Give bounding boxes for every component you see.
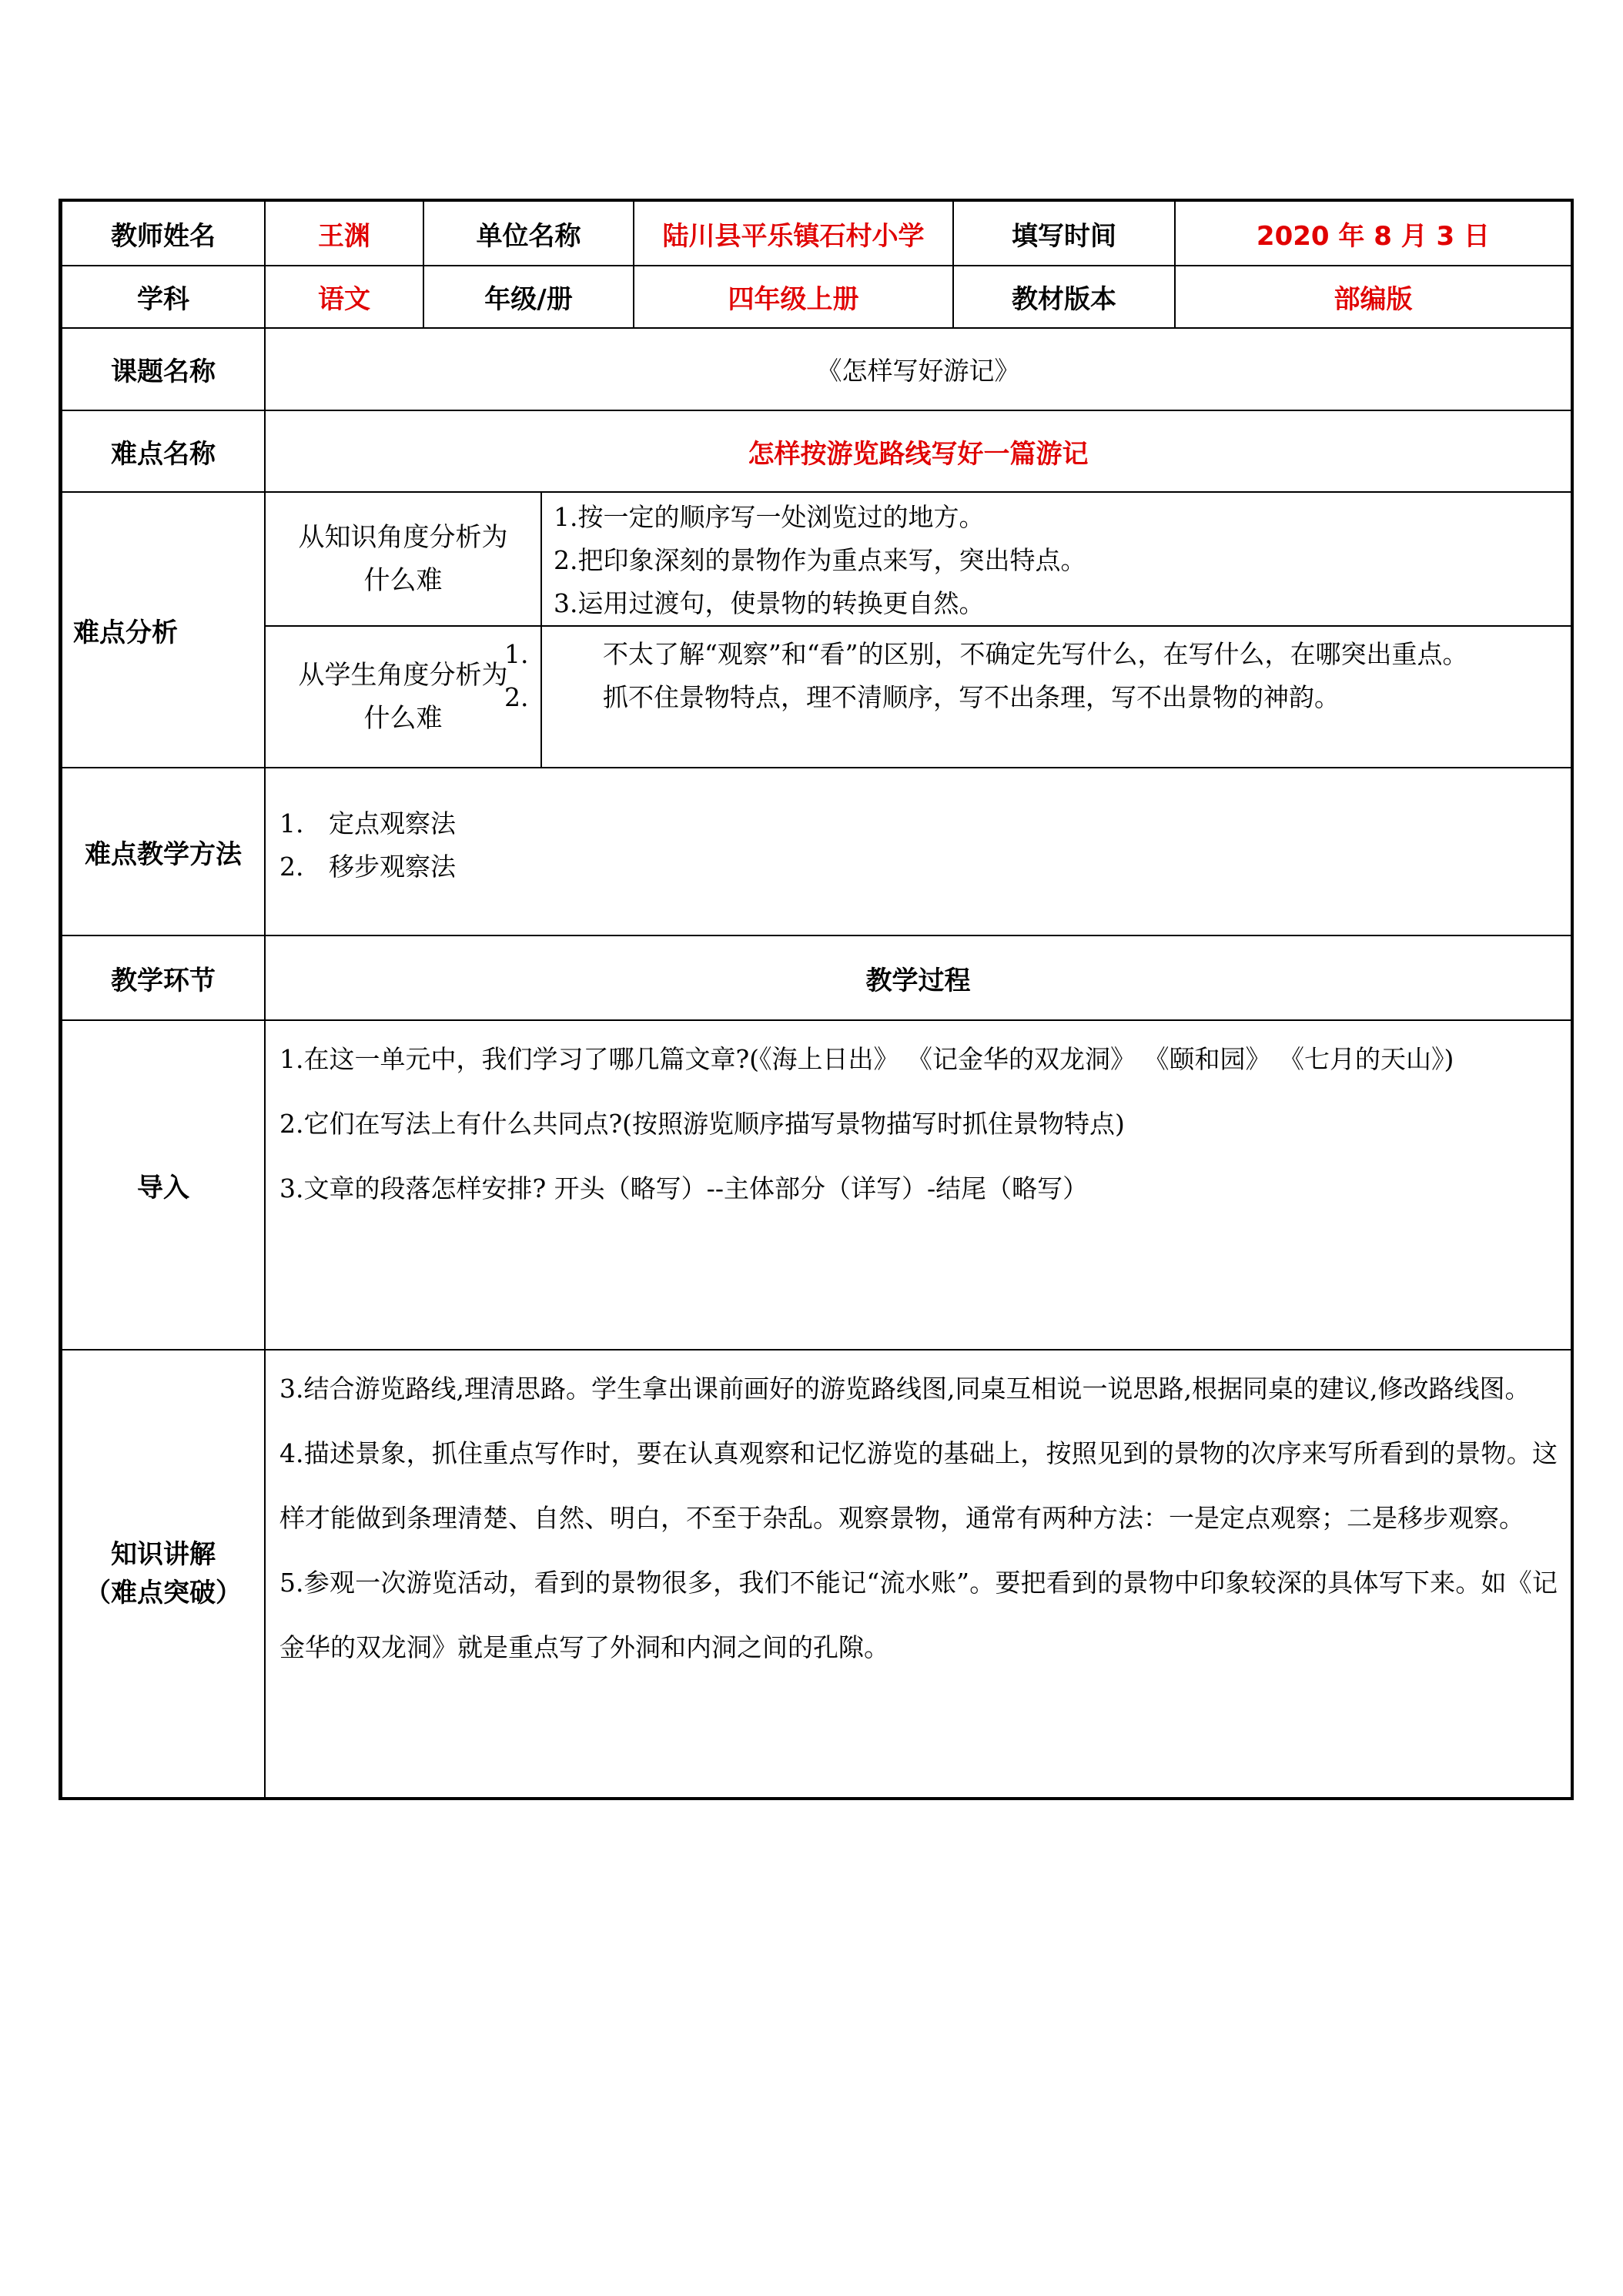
knowledge-angle-line2: 什么难 [363, 565, 443, 596]
lesson-plan-table [59, 199, 1574, 1800]
knowledge-paragraph: 3.结合游览路线,理清思路。学生拿出课前画好的游览路线图,同桌互相说一说思路,根据同桌的建议,修改路线图。 [279, 1374, 1531, 1404]
stage-header: 教学环节 [111, 965, 216, 996]
row-divider [62, 767, 1571, 768]
knowledge-angle-list [554, 496, 1562, 625]
teacher-name-label: 教师姓名 [111, 220, 216, 252]
process-header: 教学过程 [865, 965, 971, 996]
subject-label: 学科 [137, 284, 189, 315]
intro-paragraph: 3.文章的段落怎样安排? 开头（略写）--主体部分（详写）-结尾（略写） [279, 1173, 1089, 1203]
edition-label: 教材版本 [1012, 284, 1116, 315]
fill-date-label: 填写时间 [1012, 220, 1116, 252]
list-item: 1. 定点观察法 [279, 808, 456, 838]
subject-value: 语文 [318, 284, 370, 315]
col-divider [540, 491, 542, 767]
unit-name-value: 陆川县平乐镇石村小学 [662, 220, 925, 252]
methods-list [279, 802, 1550, 889]
teacher-name-value: 王渊 [318, 220, 370, 252]
grade-label: 年级/册 [484, 284, 573, 315]
row-divider [62, 1019, 1571, 1021]
intro-label: 导入 [137, 1172, 189, 1203]
row-divider [62, 1349, 1571, 1350]
list-item: 2. 抓不住景物特点，理不清顺序，写不出条理，写不出景物的神韵。 [504, 682, 1340, 712]
knowledge-section-line2: （难点突破） [85, 1578, 242, 1608]
methods-label: 难点教学方法 [85, 838, 242, 870]
topic-label: 课题名称 [111, 356, 216, 387]
student-angle-line2: 什么难 [363, 703, 443, 734]
fill-date-value: 2020 年 8 月 3 日 [1256, 220, 1491, 252]
difficulty-value: 怎样按游览路线写好一篇游记 [748, 438, 1089, 470]
student-angle-list [504, 633, 1562, 719]
knowledge-paragraph: 4.描述景象，抓住重点写作时，要在认真观察和记忆游览的基础上，按照见到的景物的次序来写所看到的景物。这样才能做到条理清楚、自然、明白，不至于杂乱。观察景物，通常有两种方法：一是定点观察；二是移步观察。 [279, 1438, 1558, 1533]
list-item: 3.运用过渡句，使景物的转换更自然。 [554, 588, 985, 618]
knowledge-section-line1: 知识讲解 [111, 1539, 216, 1570]
knowledge-section-content [279, 1357, 1558, 1680]
list-item: 2.把印象深刻的景物作为重点来写，突出特点。 [554, 545, 1086, 575]
intro-paragraph: 2.它们在写法上有什么共同点?(按照游览顺序描写景物描写时抓住景物特点) [279, 1109, 1125, 1139]
topic-value: 《怎样写好游记》 [816, 356, 1020, 386]
knowledge-paragraph: 5.参观一次游览活动，看到的景物很多，我们不能记“流水账”。要把看到的景物中印象较深的具体写下来。如《记金华的双龙洞》就是重点写了外洞和内洞之间的孔隙。 [279, 1568, 1558, 1662]
unit-name-label: 单位名称 [476, 220, 581, 252]
student-angle-line1: 从学生角度分析为 [298, 660, 508, 691]
difficulty-label: 难点名称 [111, 438, 216, 470]
intro-content [279, 1027, 1558, 1221]
list-item: 1. 不太了解“观察”和“看”的区别，不确定先写什么，在写什么，在哪突出重点。 [504, 639, 1468, 669]
intro-paragraph: 1.在这一单元中，我们学习了哪几篇文章?(《海上日出》 《记金华的双龙洞》 《颐和园》 《七月的天山》) [279, 1044, 1454, 1074]
list-item: 1.按一定的顺序写一处浏览过的地方。 [554, 502, 985, 532]
knowledge-angle-label [266, 493, 540, 625]
analysis-label: 难点分析 [73, 617, 178, 648]
knowledge-angle-line1: 从知识角度分析为 [298, 522, 508, 553]
edition-value: 部编版 [1334, 284, 1413, 315]
knowledge-section-label [62, 1350, 264, 1797]
grade-value: 四年级上册 [728, 284, 859, 315]
student-angle-label [266, 627, 540, 767]
list-item: 2. 移步观察法 [279, 852, 456, 882]
